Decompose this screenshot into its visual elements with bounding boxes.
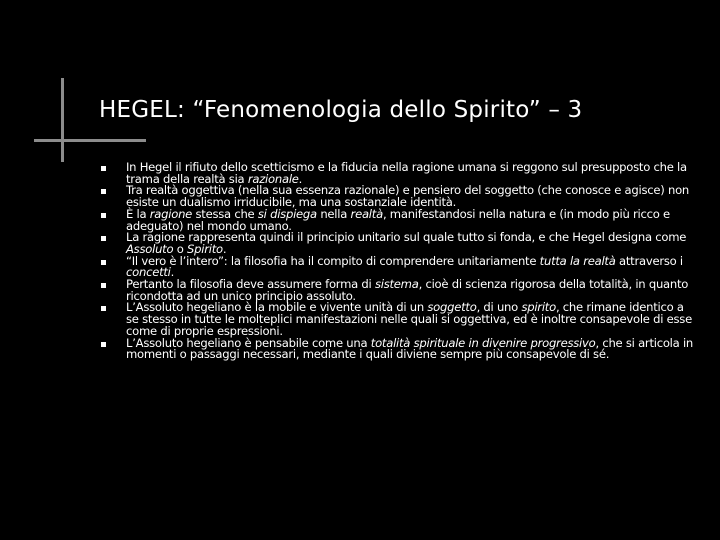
- bullet-text: stessa che: [192, 206, 258, 221]
- square-bullet-icon: [101, 166, 106, 171]
- bullet-emphasis-text: Assoluto: [126, 241, 174, 256]
- bullet-emphasis-text: si dispiega: [257, 206, 317, 221]
- bullet-text: .: [298, 171, 303, 186]
- bullet-emphasis-text: spirito: [521, 300, 556, 315]
- bullet-text: nella: [316, 206, 351, 221]
- bullet-item: [101, 253, 696, 280]
- bullet-emphasis-text: ragione: [149, 206, 193, 221]
- bullet-item: [101, 232, 696, 255]
- bullet-text: o: [173, 241, 188, 256]
- bullet-text: , cioè di scienza rigorosa della totalità, in quanto ricondotta ad un unico principio assoluto.: [126, 277, 689, 303]
- bullet-text: Tra realtà oggettiva (nella sua essenza razionale) e pensiero del soggetto (che conosce e agisce) non esiste un dualismo irriducibile, ma una sostanziale identità.: [126, 183, 690, 210]
- bullet-emphasis-text: razionale: [247, 171, 299, 186]
- bullet-item: [101, 206, 696, 233]
- bullet-emphasis-text: totalità spirituale in divenire progressivo: [370, 335, 596, 350]
- decorative-vertical-line: [61, 78, 64, 162]
- bullet-text: L’Assoluto hegeliano è pensabile come una: [126, 335, 371, 350]
- bullet-list: [101, 162, 696, 361]
- bullet-item: [101, 162, 696, 185]
- bullet-text: .: [222, 241, 227, 256]
- bullet-text: , che si articola in momenti o passaggi necessari, mediante i quali diviene sempre più consapevole di sé.: [126, 335, 694, 362]
- bullet-text: , di uno: [476, 300, 522, 315]
- bullet-text: .: [170, 265, 175, 280]
- decorative-horizontal-line: [34, 139, 146, 142]
- bullet-emphasis-text: sistema: [374, 277, 419, 292]
- bullet-item: [101, 279, 696, 302]
- bullet-text: “Il vero è l’intero”: la filosofia ha il compito di comprendere unitariamente: [126, 253, 540, 268]
- bullet-item: [101, 185, 696, 208]
- bullet-text: L’Assoluto hegeliano è la mobile e vivente unità di un: [126, 300, 428, 315]
- bullet-text: , manifestandosi nella natura e (in modo più ricco e adeguato) nel mondo umano.: [126, 206, 670, 233]
- bullet-emphasis-text: Spirito: [187, 241, 223, 256]
- bullet-emphasis-text: soggetto: [427, 300, 477, 315]
- bullet-item: [101, 302, 696, 337]
- square-bullet-icon: [101, 189, 106, 194]
- square-bullet-icon: [101, 283, 106, 288]
- bullet-emphasis-text: realtà: [350, 206, 383, 221]
- square-bullet-icon: [101, 236, 106, 241]
- square-bullet-icon: [101, 213, 106, 218]
- square-bullet-icon: [101, 260, 106, 265]
- slide-title: HEGEL: “Fenomenologia dello Spirito” – 3: [99, 97, 583, 123]
- square-bullet-icon: [101, 342, 106, 347]
- square-bullet-icon: [101, 306, 106, 311]
- bullet-item: [101, 335, 696, 362]
- bullet-text: In Hegel il rifiuto dello scetticismo e la fiducia nella ragione umana si reggono sul presupposto che la trama della realtà sia: [126, 160, 687, 186]
- bullet-text: Pertanto la filosofia deve assumere forma di: [126, 277, 375, 292]
- bullet-text: È la: [126, 206, 150, 221]
- bullet-emphasis-text: tutta la realtà: [539, 253, 616, 268]
- bullet-text: La ragione rappresenta quindi il principio unitario sul quale tutto si fonda, e che Hegel designa come: [126, 230, 687, 245]
- bullet-emphasis-text: concetti: [126, 265, 171, 280]
- bullet-text: attraverso i: [615, 253, 683, 268]
- bullet-text: , che rimane identico a se stesso in tutte le molteplici manifestazioni nelle quali si oggettiva, ed è inoltre consapevole di esse come di proprie espressioni.: [126, 300, 692, 338]
